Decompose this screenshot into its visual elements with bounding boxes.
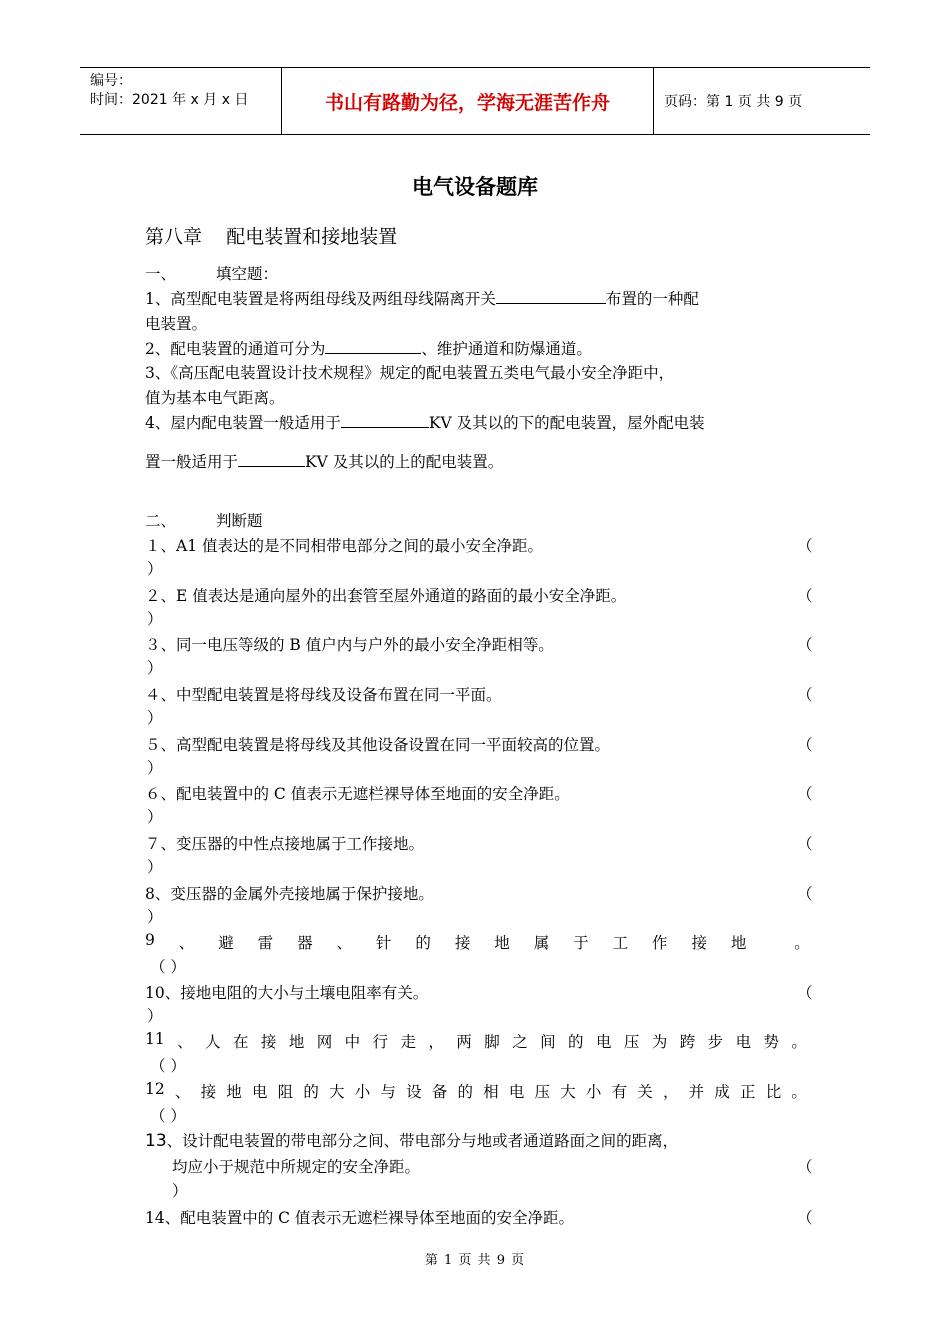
judge-item-3: ３、同一电压等级的 B 值户内与户外的最小安全净距相等。	[145, 636, 554, 654]
item-number: 13	[145, 1131, 167, 1151]
char: 人	[205, 1033, 221, 1051]
chapter-number: 第八章	[145, 226, 203, 248]
char: 。	[794, 934, 810, 952]
char: 步	[707, 1033, 724, 1051]
answer-paren-close: ）	[147, 659, 163, 677]
char: 有	[611, 1083, 628, 1101]
char: 地	[226, 1083, 242, 1101]
question-text: 1、高型配电装置是将两组母线及两组母线隔离开关	[145, 290, 496, 308]
answer-paren-close: ）	[147, 908, 163, 926]
question-text: 置一般适用于	[145, 453, 239, 471]
char: 中	[344, 1033, 361, 1051]
char: 大	[560, 1083, 576, 1101]
char: 接	[691, 934, 707, 952]
char: 、	[177, 1033, 193, 1051]
answer-paren-close: ）	[147, 759, 163, 777]
answer-paren-open[interactable]: （	[797, 537, 813, 555]
answer-paren-open[interactable]: （	[797, 835, 813, 853]
answer-paren-open[interactable]: （	[797, 1209, 813, 1227]
answer-paren-close: ）	[147, 1007, 163, 1025]
char: 的	[415, 934, 431, 952]
page-footer: 第 1 页 共 9 页	[424, 1253, 526, 1268]
answer-blank[interactable]	[496, 288, 606, 304]
judge-item-8: 8、变压器的金属外壳接地属于保护接地。	[145, 885, 434, 903]
char: 压	[623, 1033, 640, 1051]
char: 于	[573, 934, 589, 952]
char: 正	[740, 1083, 756, 1101]
answer-paren-open[interactable]: （	[797, 785, 813, 803]
question-1-line-2: 电装置。	[145, 315, 208, 333]
char: 备	[431, 1083, 448, 1101]
char: 作	[652, 934, 668, 952]
char: 12	[145, 1080, 165, 1098]
question-text: 布置的一种配	[605, 290, 699, 308]
char: 间	[540, 1033, 556, 1051]
header-meta	[80, 68, 282, 134]
char: ，	[428, 1033, 444, 1051]
date-label: 时间：2021 年 x 月 x 日	[90, 92, 249, 108]
section-fill-blank-heading	[145, 262, 278, 284]
header-motto: 书山有路勤为径，学海无涯苦作舟	[282, 68, 654, 134]
char: 之	[512, 1033, 528, 1051]
document-header	[80, 67, 870, 135]
question-3-line-1: 3、《高压配电装置设计技术规程》规定的配电装置五类电气最小安全净距中，	[145, 364, 675, 382]
char: 的	[568, 1033, 584, 1051]
char: 电	[735, 1033, 752, 1051]
char: 设	[406, 1083, 422, 1101]
char: 针	[375, 934, 392, 952]
answer-paren-open[interactable]: （	[797, 1158, 813, 1176]
char: 大	[329, 1083, 345, 1101]
char: 地	[730, 934, 747, 952]
judge-item-14: 14、配电装置中的 C 值表示无遮栏裸导体至地面的安全净距。	[145, 1209, 574, 1227]
char: 阻	[277, 1083, 294, 1101]
char: 走	[400, 1033, 417, 1051]
answer-paren-open[interactable]: （	[797, 885, 813, 903]
char: 电	[595, 1033, 612, 1051]
answer-paren-open[interactable]: （	[797, 686, 813, 704]
char: 小	[354, 1083, 371, 1101]
char: 并	[688, 1083, 705, 1101]
document-title: 电气设备题库	[412, 175, 538, 199]
char: 。	[791, 1033, 807, 1051]
char: 的	[457, 1083, 473, 1101]
question-text: 、维护通道和防爆通道。	[421, 340, 592, 358]
char: 接	[260, 1033, 277, 1051]
char: 地	[494, 934, 510, 952]
question-text: KV 及其以的下的配电装置，屋外配电装	[428, 414, 705, 432]
char: 电	[508, 1083, 525, 1101]
char: 、	[336, 934, 353, 952]
judge-item-13-line-2: 均应小于规范中所规定的安全净距。	[172, 1158, 421, 1176]
char: 9	[145, 931, 155, 949]
char: 势	[763, 1033, 780, 1051]
char: 地	[288, 1033, 305, 1051]
section-number: 二、	[145, 512, 177, 530]
question-1-line-1	[145, 287, 699, 309]
char: 为	[651, 1033, 668, 1051]
answer-paren-close: ）	[147, 808, 163, 826]
char: 在	[232, 1033, 249, 1051]
question-3-line-2: 值为基本电气距离。	[145, 389, 285, 407]
char: 关	[637, 1083, 653, 1101]
char: 的	[303, 1083, 319, 1101]
judge-item-12	[145, 1080, 807, 1102]
answer-paren-open[interactable]: （	[797, 736, 813, 754]
judge-item-2: ２、E 值表达是通向屋外的出套管至屋外通道的路面的最小安全净距。	[145, 587, 627, 605]
question-text: 4、屋内配电装置一般适用于	[145, 414, 341, 432]
char: 11	[145, 1030, 165, 1048]
item-text: 、设计配电装置的带电部分之间、带电部分与地或者通道路面之间的距离，	[166, 1132, 679, 1150]
section-true-false-heading	[145, 509, 263, 531]
chapter-heading	[145, 222, 397, 249]
question-text: 2、配电装置的通道可分为	[145, 340, 326, 358]
answer-paren-pair[interactable]: （ ）	[150, 1057, 186, 1075]
header-page-info: 页码：第 1 页 共 9 页	[664, 94, 803, 110]
answer-paren-open[interactable]: （	[797, 587, 813, 605]
question-4-line-2	[145, 450, 503, 472]
answer-paren-close: ）	[147, 610, 163, 628]
answer-blank[interactable]	[325, 338, 421, 354]
char: 与	[380, 1083, 396, 1101]
answer-paren-close: ）	[147, 858, 163, 876]
answer-blank[interactable]	[238, 451, 305, 467]
char: 电	[251, 1083, 268, 1101]
char: ，	[662, 1083, 679, 1101]
char: 压	[534, 1083, 551, 1101]
char: 属	[533, 934, 550, 952]
judge-item-1: １、A1 值表达的是不同相带电部分之间的最小安全净距。	[145, 537, 543, 555]
judge-item-11	[145, 1030, 807, 1052]
answer-paren-open[interactable]: （	[797, 636, 813, 654]
char: 、	[178, 934, 195, 952]
char: 网	[316, 1033, 333, 1051]
char: 跨	[679, 1033, 696, 1051]
judge-item-7: ７、变压器的中性点接地属于工作接地。	[145, 835, 425, 853]
char: 小	[585, 1083, 602, 1101]
question-4-line-1	[145, 411, 705, 433]
section-number: 一、	[145, 265, 177, 283]
question-2	[145, 337, 592, 359]
char: 器	[297, 934, 313, 952]
judge-item-10: 10、接地电阻的大小与土壤电阻率有关。	[145, 984, 429, 1002]
answer-blank[interactable]	[341, 412, 429, 428]
judge-item-13-line-1	[145, 1129, 678, 1151]
char: 两	[456, 1033, 472, 1051]
section-title: 判断题	[216, 512, 263, 530]
char: 接	[454, 934, 471, 952]
char: 、	[174, 1083, 191, 1101]
char: 比	[765, 1083, 782, 1101]
question-text: KV 及其以的上的配电装置。	[305, 453, 504, 471]
code-label: 编号：	[90, 73, 132, 89]
char: 避	[218, 934, 234, 952]
section-title: 填空题：	[216, 265, 279, 283]
char: 工	[612, 934, 629, 952]
answer-paren-open[interactable]: （	[797, 984, 813, 1002]
char: 相	[483, 1083, 499, 1101]
judge-item-5: ５、高型配电装置是将母线及其他设备设置在同一平面较高的位置。	[145, 736, 611, 754]
char: 接	[200, 1083, 217, 1101]
answer-paren-close: ）	[147, 560, 163, 578]
char: 脚	[484, 1033, 500, 1051]
answer-paren-close: ）	[147, 709, 163, 727]
answer-paren-pair[interactable]: （ ）	[150, 1107, 186, 1125]
char: 行	[372, 1033, 389, 1051]
answer-paren-close: ）	[172, 1182, 188, 1200]
judge-item-9	[145, 931, 810, 953]
judge-item-6: ６、配电装置中的 C 值表示无遮栏裸导体至地面的安全净距。	[145, 785, 570, 803]
char: 。	[791, 1083, 807, 1101]
char: 雷	[257, 934, 274, 952]
chapter-name: 配电装置和接地装置	[226, 226, 398, 248]
answer-paren-pair[interactable]: （ ）	[150, 958, 186, 976]
judge-item-4: ４、中型配电装置是将母线及设备布置在同一平面。	[145, 686, 502, 704]
char: 成	[714, 1083, 730, 1101]
